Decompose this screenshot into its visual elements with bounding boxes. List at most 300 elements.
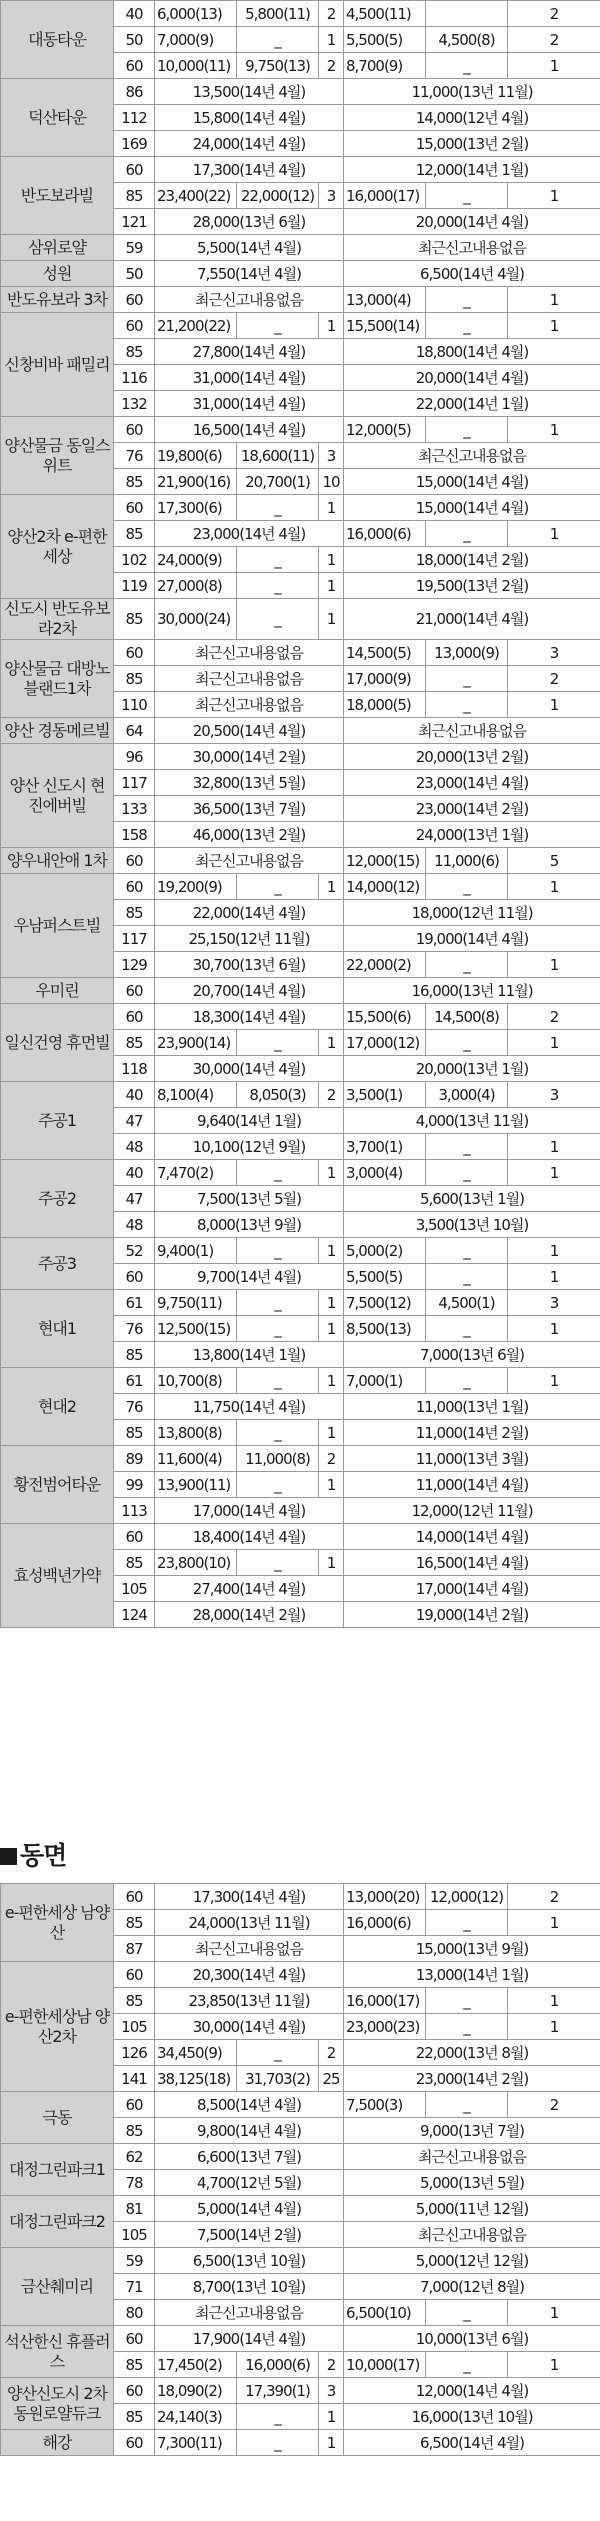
table-cell: 11,000(13년 1월) (344, 1394, 600, 1420)
table-cell: 20,000(13년 2월) (344, 744, 600, 770)
table-cell: 60 (114, 640, 155, 666)
table-cell: 30,000(24) (155, 599, 237, 640)
table-cell: 5,500(14년 4월) (155, 235, 344, 261)
table-cell: 47 (114, 1186, 155, 1212)
table-cell: _ (237, 573, 319, 599)
table-cell: 110 (114, 692, 155, 718)
table-cell: 1 (508, 1264, 600, 1290)
table-cell: 9,700(14년 4월) (155, 1264, 344, 1290)
table-cell: 34,450(9) (155, 2040, 237, 2066)
table-cell: 18,300(14년 4월) (155, 1004, 344, 1030)
table-cell: 23,400(22) (155, 183, 237, 209)
table-cell: 13,000(9) (426, 640, 508, 666)
table-cell: 5,800(11) (237, 1, 319, 27)
table-cell: 119 (114, 573, 155, 599)
table-cell: 22,000(12) (237, 183, 319, 209)
table-cell: 6,500(10) (344, 2300, 426, 2326)
table-cell: 1 (508, 1030, 600, 1056)
table-cell: 1 (319, 573, 344, 599)
table-cell: 30,000(14년 2월) (155, 744, 344, 770)
complex-name: 현대2 (1, 1368, 114, 1446)
table-row (1, 2144, 600, 2170)
complex-name: 양산2차 e-편한세상 (1, 495, 114, 599)
table-row (1, 874, 600, 900)
table-cell: 최근신고내용없음 (155, 287, 344, 313)
table-cell: 5,000(14년 4월) (155, 2196, 344, 2222)
table-cell: 10,700(8) (155, 1368, 237, 1394)
table-cell: 최근신고내용없음 (344, 235, 600, 261)
table-cell: 5,500(5) (344, 1264, 426, 1290)
table-cell: 99 (114, 1472, 155, 1498)
table-cell: 16,500(14년 4월) (155, 417, 344, 443)
table-cell: 23,000(14년 2월) (344, 796, 600, 822)
table-cell: 60 (114, 874, 155, 900)
complex-name: 양산신도시 2차 동원로얄듀크 (1, 2378, 114, 2430)
complex-name: 덕산타운 (1, 79, 114, 157)
table-cell: 18,800(14년 4월) (344, 339, 600, 365)
table-cell: 17,000(14년 4월) (155, 1498, 344, 1524)
table-cell: 30,000(14년 4월) (155, 1056, 344, 1082)
table-cell: 7,000(12년 8월) (344, 2274, 600, 2300)
complex-name: 양산물금 대방노블랜드1차 (1, 640, 114, 718)
complex-name: 대정그린파크1 (1, 2144, 114, 2196)
table-cell: _ (426, 952, 508, 978)
table-cell: 7,300(11) (155, 2430, 237, 2456)
table-cell: 85 (114, 1550, 155, 1576)
table-cell: 1 (508, 692, 600, 718)
table-cell: 11,000(14년 2월) (344, 1420, 600, 1446)
table-cell: 18,090(2) (155, 2378, 237, 2404)
table-cell: 9,800(14년 4월) (155, 2118, 344, 2144)
table-cell: 1 (508, 53, 600, 79)
table-cell: _ (426, 692, 508, 718)
table-cell: 15,800(14년 4월) (155, 105, 344, 131)
table-cell: 40 (114, 1160, 155, 1186)
table-cell: 85 (114, 521, 155, 547)
table-cell: 20,000(14년 4월) (344, 365, 600, 391)
table-cell: 22,000(13년 8월) (344, 2040, 600, 2066)
table-cell: 14,000(12년 4월) (344, 105, 600, 131)
table-row (1, 744, 600, 770)
table-cell: _ (237, 27, 319, 53)
table-cell: 15,000(14년 4월) (344, 469, 600, 495)
table-cell: 46,000(13년 2월) (155, 822, 344, 848)
table-cell: 19,200(9) (155, 874, 237, 900)
table-cell: 4,500(11) (344, 1, 426, 27)
table-cell: 9,750(11) (155, 1290, 237, 1316)
table-cell: 1 (508, 1988, 600, 2014)
table-cell: _ (426, 1316, 508, 1342)
complex-name: e-편한세상남 양산2차 (1, 1962, 114, 2092)
table-cell: 38,125(18) (155, 2066, 237, 2092)
table-cell: 48 (114, 1134, 155, 1160)
table-cell: 30,000(14년 4월) (155, 2014, 344, 2040)
table-row (1, 417, 600, 443)
table-cell: 22,000(2) (344, 952, 426, 978)
table-cell: 20,500(14년 4월) (155, 718, 344, 744)
table-cell: 2 (508, 1884, 600, 1910)
table-cell: 1 (319, 1420, 344, 1446)
table-cell: 1 (508, 874, 600, 900)
table-cell: 62 (114, 2144, 155, 2170)
table-cell: 50 (114, 261, 155, 287)
table-cell: _ (237, 2040, 319, 2066)
table-cell: 6,500(13년 10월) (155, 2248, 344, 2274)
table-cell: 최근신고내용없음 (155, 666, 344, 692)
table-row (1, 1160, 600, 1186)
table-cell: 48 (114, 1212, 155, 1238)
table-row (1, 1446, 600, 1472)
table-cell: 12,000(14년 1월) (344, 157, 600, 183)
table-row (1, 1290, 600, 1316)
table-cell: 17,300(14년 4월) (155, 1884, 344, 1910)
table-cell: _ (237, 2404, 319, 2430)
table-cell: _ (426, 287, 508, 313)
complex-name: 우미린 (1, 978, 114, 1004)
table-cell: 5,600(13년 1월) (344, 1186, 600, 1212)
table-cell: _ (237, 874, 319, 900)
table-cell: 16,000(13년 11월) (344, 978, 600, 1004)
table-cell: 17,300(6) (155, 495, 237, 521)
table-cell: 78 (114, 2170, 155, 2196)
table-cell: 117 (114, 770, 155, 796)
table-cell: 105 (114, 1576, 155, 1602)
table-cell: 20,000(13년 1월) (344, 1056, 600, 1082)
table-cell: 24,000(14년 4월) (155, 131, 344, 157)
table-cell: _ (237, 1030, 319, 1056)
table-cell: _ (426, 1030, 508, 1056)
table-cell: 22,000(14년 4월) (155, 900, 344, 926)
table-row (1, 157, 600, 183)
table-cell: 2 (508, 1, 600, 27)
table-cell: 16,000(13년 10월) (344, 2404, 600, 2430)
table-cell: 1 (319, 874, 344, 900)
section-title-dongmyeon (0, 1840, 66, 1872)
table-cell: 23,000(14년 4월) (155, 521, 344, 547)
table-cell: 76 (114, 443, 155, 469)
table-cell: 3,000(4) (344, 1160, 426, 1186)
table-row (1, 2326, 600, 2352)
table-cell: 158 (114, 822, 155, 848)
table-cell: 1 (508, 287, 600, 313)
table-row (1, 848, 600, 874)
table-cell: 14,500(5) (344, 640, 426, 666)
table-cell: 12,500(15) (155, 1316, 237, 1342)
table-cell: 36,500(13년 7월) (155, 796, 344, 822)
table-cell: 85 (114, 900, 155, 926)
table-cell: 7,500(13년 5월) (155, 1186, 344, 1212)
table-cell: 89 (114, 1446, 155, 1472)
table-cell: 9,640(14년 1월) (155, 1108, 344, 1134)
table-cell: _ (237, 599, 319, 640)
complex-name: 양산 신도시 현진에버빌 (1, 744, 114, 848)
table-cell: 5,000(2) (344, 1238, 426, 1264)
table-cell: 10,000(17) (344, 2352, 426, 2378)
complex-name: 우남퍼스트빌 (1, 874, 114, 978)
table-cell: 19,000(14년 4월) (344, 926, 600, 952)
table-cell: _ (426, 2014, 508, 2040)
table-cell: _ (426, 2300, 508, 2326)
table-cell: 14,500(8) (426, 1004, 508, 1030)
table-row (1, 1004, 600, 1030)
table-cell: 2 (508, 1004, 600, 1030)
table-cell: 19,800(6) (155, 443, 237, 469)
table-cell: 4,000(13년 11월) (344, 1108, 600, 1134)
table-cell: 3 (508, 1082, 600, 1108)
table-cell: 1 (319, 1238, 344, 1264)
complex-name: 대정그린파크2 (1, 2196, 114, 2248)
table-cell: 61 (114, 1290, 155, 1316)
table-cell: 3,500(1) (344, 1082, 426, 1108)
table-cell: 31,000(14년 4월) (155, 365, 344, 391)
table-cell: 1 (319, 1472, 344, 1498)
table-cell: 1 (319, 1290, 344, 1316)
table-row (1, 1884, 600, 1910)
table-cell: 32,800(13년 5월) (155, 770, 344, 796)
table-cell: 최근신고내용없음 (344, 2144, 600, 2170)
table-cell: 8,500(14년 4월) (155, 2092, 344, 2118)
table-cell: 2 (508, 666, 600, 692)
table-cell: 3,700(1) (344, 1134, 426, 1160)
table-cell: 최근신고내용없음 (155, 692, 344, 718)
table-cell: 2 (319, 1446, 344, 1472)
table-cell: 23,000(14년 4월) (344, 770, 600, 796)
table-cell: 40 (114, 1082, 155, 1108)
table-cell: 17,300(14년 4월) (155, 157, 344, 183)
table-cell: 17,000(14년 4월) (344, 1576, 600, 1602)
table-cell: 21,200(22) (155, 313, 237, 339)
table-cell: 21,900(16) (155, 469, 237, 495)
table-cell: 1 (319, 1316, 344, 1342)
table-cell: 2 (508, 2092, 600, 2118)
table-cell: 최근신고내용없음 (155, 640, 344, 666)
table-cell: 23,900(14) (155, 1030, 237, 1056)
table-cell: 4,500(1) (426, 1290, 508, 1316)
table-cell: 76 (114, 1394, 155, 1420)
table-row (1, 261, 600, 287)
table-cell: _ (237, 2430, 319, 2456)
table-row (1, 978, 600, 1004)
table-cell: 19,500(13년 2월) (344, 573, 600, 599)
table-cell: 141 (114, 2066, 155, 2092)
table-row (1, 1962, 600, 1988)
table-cell: _ (426, 1264, 508, 1290)
table-cell: 6,000(13) (155, 1, 237, 27)
complex-name: 양우내안애 1차 (1, 848, 114, 874)
table-cell: 19,000(14년 2월) (344, 1602, 600, 1628)
table-row (1, 495, 600, 521)
table-cell: 4,500(8) (426, 27, 508, 53)
table-cell: _ (237, 1472, 319, 1498)
complex-name: 일신건영 휴먼빌 (1, 1004, 114, 1082)
table-cell: 10,000(11) (155, 53, 237, 79)
table-cell: 16,000(6) (344, 521, 426, 547)
table-cell: _ (426, 1368, 508, 1394)
complex-name: 성원 (1, 261, 114, 287)
table-cell: 7,500(3) (344, 2092, 426, 2118)
table-cell: 최근신고내용없음 (155, 2300, 344, 2326)
section-title-text: 동면 (20, 1841, 67, 1870)
table-row (1, 2248, 600, 2274)
table-cell: 80 (114, 2300, 155, 2326)
table-cell: 85 (114, 1030, 155, 1056)
complex-name: 주공2 (1, 1160, 114, 1238)
table-cell: 12,000(5) (344, 417, 426, 443)
table-cell: 2 (319, 2352, 344, 2378)
table-cell: 121 (114, 209, 155, 235)
table-cell: 11,000(13년 11월) (344, 79, 600, 105)
complex-name: 효성백년가약 (1, 1524, 114, 1628)
table-cell: 7,500(12) (344, 1290, 426, 1316)
table-cell: 3 (508, 640, 600, 666)
table-cell: 132 (114, 391, 155, 417)
table-cell: 1 (508, 1238, 600, 1264)
table-cell: 1 (508, 1910, 600, 1936)
table-cell: 7,000(9) (155, 27, 237, 53)
table-cell: 20,000(14년 4월) (344, 209, 600, 235)
table-cell: 60 (114, 848, 155, 874)
table-cell: 12,000(12) (426, 1884, 508, 1910)
table-cell: 5,000(12년 12월) (344, 2248, 600, 2274)
table-cell: 11,000(13년 3월) (344, 1446, 600, 1472)
table-cell: 60 (114, 53, 155, 79)
table-cell: 85 (114, 1420, 155, 1446)
table-cell: 50 (114, 27, 155, 53)
table-row (1, 599, 600, 640)
complex-name: 해강 (1, 2430, 114, 2456)
table-cell: 60 (114, 1264, 155, 1290)
table-cell: 1 (508, 2300, 600, 2326)
table-cell: 14,000(14년 4월) (344, 1524, 600, 1550)
table-cell: 15,500(14) (344, 313, 426, 339)
table-cell: 1 (508, 2014, 600, 2040)
table-cell: 1 (319, 1550, 344, 1576)
table-cell: 60 (114, 1524, 155, 1550)
table-cell: 1 (508, 952, 600, 978)
table-cell: 60 (114, 287, 155, 313)
complex-name: 대동타운 (1, 1, 114, 79)
table-cell: 1 (508, 1368, 600, 1394)
table-cell: 59 (114, 235, 155, 261)
table-cell: 113 (114, 1498, 155, 1524)
table-cell: 10 (319, 469, 344, 495)
table-cell: _ (237, 1160, 319, 1186)
table-cell: 10,000(13년 6월) (344, 2326, 600, 2352)
table-cell: _ (426, 2352, 508, 2378)
table-cell: 1 (508, 521, 600, 547)
complex-name: 현대1 (1, 1290, 114, 1368)
table-cell: 11,750(14년 4월) (155, 1394, 344, 1420)
table-cell: _ (237, 547, 319, 573)
table-cell: _ (237, 1368, 319, 1394)
complex-name: 삼위로얄 (1, 235, 114, 261)
table-cell: 5,000(13년 5월) (344, 2170, 600, 2196)
table-cell: 85 (114, 2118, 155, 2144)
table-cell: 2 (319, 2040, 344, 2066)
table-cell (426, 1, 508, 27)
table-cell: 17,000(12) (344, 1030, 426, 1056)
table-row (1, 2378, 600, 2404)
table-cell: 8,500(13) (344, 1316, 426, 1342)
table-cell: _ (237, 1420, 319, 1446)
table-cell: 61 (114, 1368, 155, 1394)
table-cell: 23,850(13년 11월) (155, 1988, 344, 2014)
table-cell: 64 (114, 718, 155, 744)
table-cell: 105 (114, 2222, 155, 2248)
table-cell: 23,000(14년 2월) (344, 2066, 600, 2092)
table-cell: 13,500(14년 4월) (155, 79, 344, 105)
table-cell: 18,600(11) (237, 443, 319, 469)
table-cell: 24,000(13년 11월) (155, 1910, 344, 1936)
table-cell: 2 (319, 1082, 344, 1108)
table-cell: 60 (114, 157, 155, 183)
table-cell: 85 (114, 183, 155, 209)
table-cell: 16,000(17) (344, 183, 426, 209)
table-cell: 20,700(14년 4월) (155, 978, 344, 1004)
table-cell: 7,000(1) (344, 1368, 426, 1394)
table-row (1, 79, 600, 105)
table-cell: 3 (508, 1290, 600, 1316)
table-cell: 76 (114, 1316, 155, 1342)
table-cell: _ (426, 666, 508, 692)
table-cell: 60 (114, 2326, 155, 2352)
table-cell: 81 (114, 2196, 155, 2222)
table-row (1, 718, 600, 744)
table-cell: _ (237, 1238, 319, 1264)
table-cell: 27,800(14년 4월) (155, 339, 344, 365)
table-cell: 85 (114, 2352, 155, 2378)
table-cell: _ (426, 874, 508, 900)
square-bullet-icon (0, 1848, 17, 1865)
table-cell: 85 (114, 1910, 155, 1936)
table-cell: 1 (319, 313, 344, 339)
table-cell: 1 (319, 547, 344, 573)
table-cell: 25 (319, 2066, 344, 2092)
table-cell: 24,000(13년 1월) (344, 822, 600, 848)
table-cell: _ (237, 1316, 319, 1342)
table-cell: 15,000(13년 2월) (344, 131, 600, 157)
apartment-price-table-2 (0, 1883, 600, 2456)
table-row (1, 235, 600, 261)
table-cell: _ (426, 1160, 508, 1186)
table-cell: 9,400(1) (155, 1238, 237, 1264)
table-cell: 27,000(8) (155, 573, 237, 599)
table-cell: 60 (114, 313, 155, 339)
complex-name: 극동 (1, 2092, 114, 2144)
table-cell: 16,000(6) (237, 2352, 319, 2378)
table-cell: 1 (508, 1134, 600, 1160)
table-cell: 20,300(14년 4월) (155, 1962, 344, 1988)
table-cell: 1 (319, 1030, 344, 1056)
table-cell: 7,470(2) (155, 1160, 237, 1186)
table-cell: 3,500(13년 10월) (344, 1212, 600, 1238)
table-cell: 1 (319, 1368, 344, 1394)
table-cell: 1 (319, 1160, 344, 1186)
table-cell: 11,600(4) (155, 1446, 237, 1472)
table-cell: 1 (319, 2430, 344, 2456)
table-cell: 최근신고내용없음 (344, 2222, 600, 2248)
table-cell: 24,000(9) (155, 547, 237, 573)
table-cell: 126 (114, 2040, 155, 2066)
table-cell: 3 (319, 2378, 344, 2404)
table-cell: 9,000(13년 7월) (344, 2118, 600, 2144)
table-cell: 85 (114, 1988, 155, 2014)
table-cell: 60 (114, 2430, 155, 2456)
table-cell: 8,000(13년 9월) (155, 1212, 344, 1238)
table-cell: 18,000(12년 11월) (344, 900, 600, 926)
table-cell: 60 (114, 1004, 155, 1030)
table-cell: 21,000(14년 4월) (344, 599, 600, 640)
